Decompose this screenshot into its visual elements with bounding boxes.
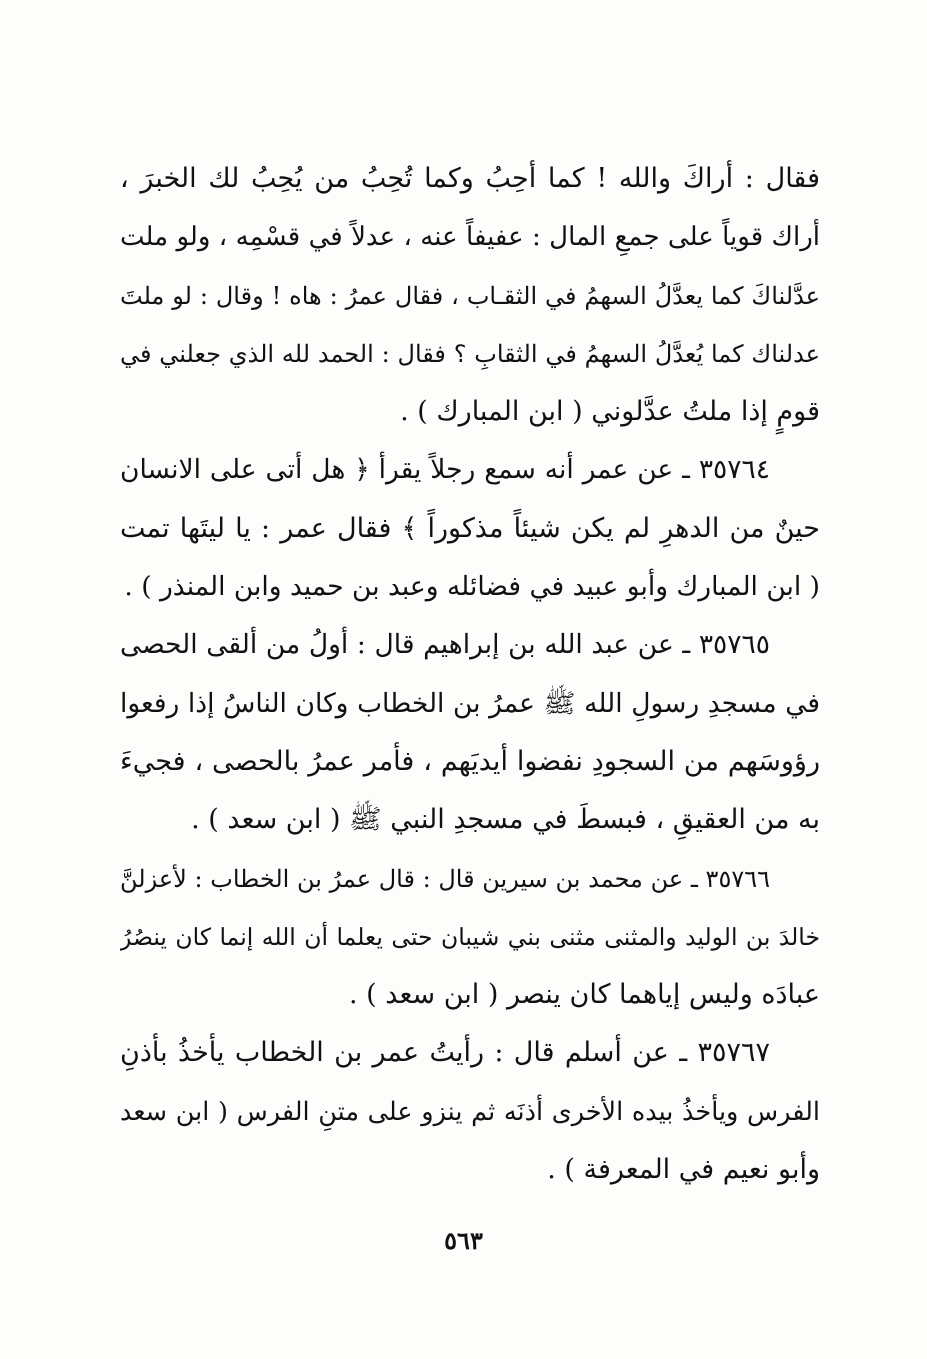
text-line: عبادَه وليس إياهما كان ينصر ( ابن سعد ) . bbox=[349, 979, 820, 1011]
text-line: أراك قوياً على جمعِ المال : عفيفاً عنه ، عدلاً في قسْمِه ، ولو ملت bbox=[120, 222, 820, 253]
text-line: الفرس ويأخذُ بيده الأخرى أذنَه ثم ينزو على متنِ الفرس ( ابن سعد bbox=[120, 1096, 820, 1127]
text-line: قومٍ إذا ملتُ عدَّلوني ( ابن المبارك ) . bbox=[400, 396, 820, 428]
page-body-text bbox=[120, 150, 820, 1199]
text-line: خالدَ بن الوليد والمثنى مثنى بني شيبان حتى يعلما أن الله إنما كان ينصُرُ bbox=[120, 922, 820, 951]
text-line: حينٌ من الدهرِ لم يكن شيئاً مذكوراً ﴾ فقال عمر : يا ليتَها تمت bbox=[120, 512, 820, 544]
hadith-35767-start: ٣٥٧٦٧ ـ عن أسلم قال : رأيتُ عمر بن الخطاب يأخذُ بأذنِ bbox=[120, 1037, 770, 1069]
page-number: ٥٦٣ bbox=[444, 1226, 483, 1255]
hadith-35766-start: ٣٥٧٦٦ ـ عن محمد بن سيرين قال : قال عمرُ بن الخطاب : لأعزلنَّ bbox=[120, 864, 770, 893]
hadith-35765-start: ٣٥٧٦٥ ـ عن عبد الله بن إبراهيم قال : أولُ من ألقى الحصى bbox=[120, 629, 770, 661]
text-line: به من العقيقِ ، فبسطَ في مسجدِ النبي ﷺ ( ابن سعد ) . bbox=[191, 804, 820, 836]
text-line: فقال : أراكَ والله ! كما أحِبُ وكما تُحِبُ من يُحِبُ لك الخبرَ ، bbox=[120, 163, 820, 194]
text-line: في مسجدِ رسولِ الله ﷺ عمرُ بن الخطاب وكان الناسُ إذا رفعوا bbox=[120, 687, 820, 719]
text-line: رؤوسَهم من السجودِ نفضوا أيديَهم ، فأمر عمرُ بالحصى ، فجيءَ bbox=[120, 745, 820, 777]
text-line: عدَّلناكَ كما يعدَّلُ السهمُ في الثقـاب ، فقال عمرُ : هاه ! وقال : لو ملتَ bbox=[120, 281, 820, 310]
text-line: عدلناك كما يُعدَّلُ السهمُ في الثقابِ ؟ فقال : الحمد لله الذي جعلني في bbox=[120, 339, 820, 368]
text-line: وأبو نعيم في المعرفة ) . bbox=[547, 1154, 820, 1186]
hadith-35764-start: ٣٥٧٦٤ ـ عن عمر أنه سمع رجلاً يقرأ ﴿ هل أتى على الانسان bbox=[120, 454, 770, 486]
text-line: ( ابن المبارك وأبو عبيد في فضائله وعبد بن حميد وابن المنذر ) . bbox=[124, 571, 820, 603]
